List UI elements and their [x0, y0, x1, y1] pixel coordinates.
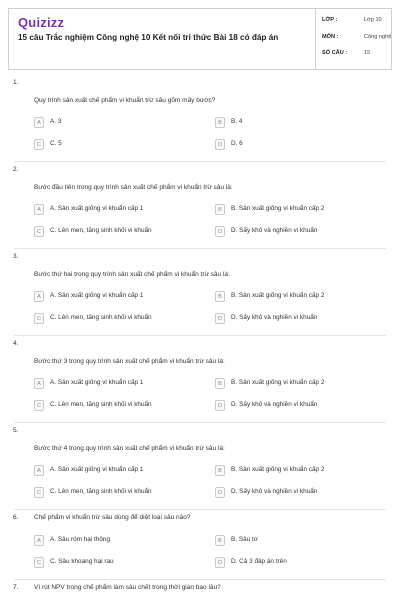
meta-label: LỚP : [322, 17, 338, 23]
option-letter-box: D [215, 400, 225, 411]
option-text: D. Cả 3 đáp án trên [231, 558, 287, 565]
option-letter-box: C [34, 139, 44, 150]
option-letter-box: A [34, 204, 44, 215]
option-letter-box: D [215, 139, 225, 150]
answer-option-a[interactable] [34, 291, 204, 303]
worksheet-title: 15 câu Trắc nghiệm Công nghệ 10 Kết nối tri thức Bài 18 có đáp án [18, 33, 279, 42]
question-separator [14, 579, 386, 580]
option-letter-box: C [34, 313, 44, 324]
option-text: D. Sấy khô và nghiền vi khuẩn [231, 314, 318, 321]
question-separator [14, 509, 386, 510]
meta-value: Công nghệ [364, 34, 392, 40]
meta-label: SỐ CÂU : [322, 50, 348, 56]
option-text: A. Sản xuất giống vi khuẩn cấp 1 [50, 292, 144, 299]
question-separator [14, 248, 386, 249]
question-separator [14, 422, 386, 423]
option-letter-box: C [34, 487, 44, 498]
option-letter-box: A [34, 465, 44, 476]
option-letter-box: C [34, 226, 44, 237]
answer-option-c[interactable] [34, 557, 204, 569]
option-letter-box: D [215, 487, 225, 498]
option-letter-box: C [34, 557, 44, 568]
answer-option-b[interactable] [215, 291, 385, 303]
question-number: 3. [13, 253, 19, 260]
question-separator [14, 335, 386, 336]
option-text: B. Sản xuất giống vi khuẩn cấp 2 [231, 292, 325, 299]
question-text: Bước thứ hai trong quy trình sản xuất chế phẩm vi khuẩn trừ sâu là: [34, 271, 230, 278]
option-letter-box: D [215, 557, 225, 568]
answer-option-a[interactable] [34, 465, 204, 477]
answer-option-c[interactable] [34, 313, 204, 325]
answer-option-b[interactable] [215, 378, 385, 390]
option-letter-box: B [215, 465, 225, 476]
option-letter-box: C [34, 400, 44, 411]
answer-option-a[interactable] [34, 535, 204, 547]
answer-option-c[interactable] [34, 487, 204, 499]
option-text: C. Lên men, tăng sinh khối vi khuẩn [50, 488, 152, 495]
question-text: Chế phẩm vi khuẩn trừ sâu dùng để diệt loại sâu nào? [34, 514, 191, 521]
option-text: D. Sấy khô và nghiền vi khuẩn [231, 488, 318, 495]
answer-option-b[interactable] [215, 465, 385, 477]
meta-label: MÔN : [322, 34, 339, 40]
option-letter-box: B [215, 117, 225, 128]
option-text: D. Sấy khô và nghiền vi khuẩn [231, 401, 318, 408]
option-text: C. Sâu khoang hại rau [50, 558, 114, 565]
option-text: B. Sâu tơ [231, 536, 258, 543]
answer-option-a[interactable] [34, 117, 204, 129]
question-separator [14, 161, 386, 162]
option-text: B. Sản xuất giống vi khuẩn cấp 2 [231, 466, 325, 473]
option-text: B. 4 [231, 118, 243, 125]
option-text: A. 3 [50, 118, 62, 125]
answer-option-b[interactable] [215, 204, 385, 216]
answer-option-b[interactable] [215, 117, 385, 129]
answer-option-d[interactable] [215, 139, 385, 151]
question-text: Bước thứ 4 trong quy trình sản xuất chế phẩm vi khuẩn trừ sâu là: [34, 445, 225, 452]
option-letter-box: D [215, 313, 225, 324]
answer-option-c[interactable] [34, 400, 204, 412]
option-text: B. Sản xuất giống vi khuẩn cấp 2 [231, 379, 325, 386]
answer-option-d[interactable] [215, 557, 385, 569]
question-number: 5. [13, 427, 19, 434]
option-text: C. 5 [50, 140, 62, 147]
answer-option-a[interactable] [34, 204, 204, 216]
option-text: C. Lên men, tăng sinh khối vi khuẩn [50, 227, 152, 234]
option-text: A. Sản xuất giống vi khuẩn cấp 1 [50, 379, 144, 386]
option-text: A. Sản xuất giống vi khuẩn cấp 1 [50, 205, 144, 212]
option-text: B. Sản xuất giống vi khuẩn cấp 2 [231, 205, 325, 212]
question-text: Vì rút NPV trong chế phẩm làm sâu chết trong thời gian bao lâu? [34, 584, 221, 591]
answer-option-b[interactable] [215, 535, 385, 547]
answer-option-d[interactable] [215, 487, 385, 499]
option-letter-box: B [215, 291, 225, 302]
question-number: 2. [13, 166, 19, 173]
answer-option-d[interactable] [215, 400, 385, 412]
question-text: Bước đầu tiên trong quy trình sản xuất chế phẩm vi khuẩn trừ sâu là: [34, 184, 233, 191]
question-number: 1. [13, 79, 19, 86]
option-letter-box: A [34, 291, 44, 302]
option-text: D. Sấy khô và nghiền vi khuẩn [231, 227, 318, 234]
option-letter-box: A [34, 117, 44, 128]
answer-option-c[interactable] [34, 226, 204, 238]
option-letter-box: D [215, 226, 225, 237]
answer-option-d[interactable] [215, 226, 385, 238]
option-text: A. Sản xuất giống vi khuẩn cấp 1 [50, 466, 144, 473]
option-text: A. Sâu róm hại thông [50, 536, 111, 543]
question-number: 7. [13, 584, 19, 591]
meta-value: Lớp 10 [364, 17, 382, 23]
question-text: Bước thứ 3 trong quy trình sản xuất chế phẩm vi khuẩn trừ sâu là: [34, 358, 225, 365]
meta-value: 15 [364, 50, 371, 56]
quizizz-logo: Quizizz [18, 15, 65, 30]
question-text: Quy trình sản xuất chế phẩm vi khuẩn trừ sâu gồm mấy bước? [34, 97, 216, 104]
option-letter-box: A [34, 535, 44, 546]
question-number: 6. [13, 514, 19, 521]
option-letter-box: B [215, 378, 225, 389]
option-letter-box: B [215, 535, 225, 546]
answer-option-a[interactable] [34, 378, 204, 390]
option-letter-box: B [215, 204, 225, 215]
option-text: D. 6 [231, 140, 243, 147]
answer-option-c[interactable] [34, 139, 204, 151]
option-text: C. Lên men, tăng sinh khối vi khuẩn [50, 401, 152, 408]
question-number: 4. [13, 340, 19, 347]
option-text: C. Lên men, tăng sinh khối vi khuẩn [50, 314, 152, 321]
answer-option-d[interactable] [215, 313, 385, 325]
option-letter-box: A [34, 378, 44, 389]
